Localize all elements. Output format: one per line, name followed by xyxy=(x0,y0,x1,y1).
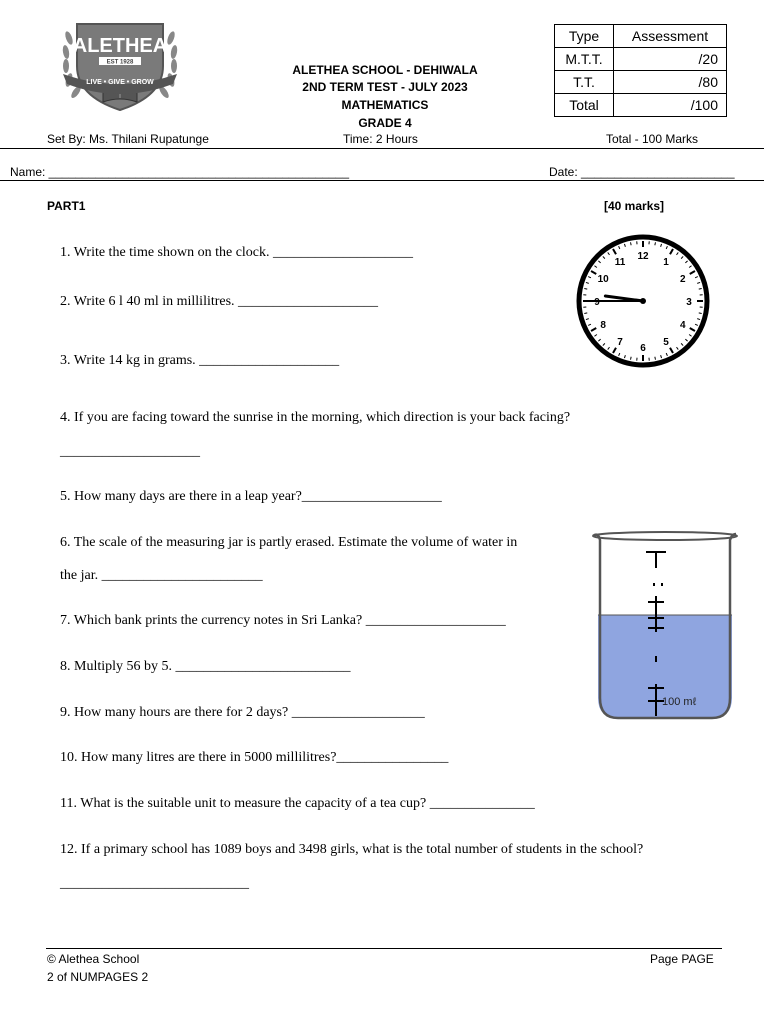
clock-number: 9 xyxy=(594,297,600,308)
clock-number: 5 xyxy=(663,336,669,348)
clock-image xyxy=(571,234,715,368)
score-row-type: Total xyxy=(555,94,614,117)
clock-tick xyxy=(584,313,587,314)
subject-name: MATHEMATICS xyxy=(341,98,429,112)
score-row xyxy=(555,71,727,94)
divider xyxy=(0,180,764,181)
clock-center xyxy=(640,298,646,304)
school-logo xyxy=(55,18,185,118)
question-8: 8. Multiply 56 by 5. _________________________ xyxy=(60,659,351,674)
question-4: 4. If you are facing toward the sunrise in the morning, which direction is your back facing? xyxy=(60,410,571,425)
clock-tick xyxy=(631,357,632,360)
total-marks: Total - 100 Marks xyxy=(606,132,699,146)
clock-tick xyxy=(699,289,702,290)
score-row-value: /100 xyxy=(614,94,727,117)
clock-tick xyxy=(631,242,632,245)
question-7: 7. Which bank prints the currency notes in Sri Lanka? ____________________ xyxy=(60,613,506,628)
logo-motto: LIVE • GIVE • GROW xyxy=(86,79,154,86)
clock-tick xyxy=(584,289,587,290)
answer-line-12[interactable]: ___________________________ xyxy=(60,876,249,891)
question-12: 12. If a primary school has 1089 boys and 3498 girls, what is the total number of students in the school? xyxy=(60,842,644,857)
part-marks: [40 marks] xyxy=(604,199,665,213)
test-name: 2ND TERM TEST - JULY 2023 xyxy=(302,80,468,94)
clock-number: 10 xyxy=(597,274,609,285)
question-11: 11. What is the suitable unit to measure the capacity of a tea cup? _______________ xyxy=(60,796,535,811)
clock-tick xyxy=(655,242,656,245)
score-row xyxy=(555,48,727,71)
score-table xyxy=(554,24,727,117)
name-field[interactable]: Name: _____________________________________________ xyxy=(10,165,349,179)
clock-tick xyxy=(655,357,656,360)
score-table-header xyxy=(555,25,727,48)
score-row-type: M.T.T. xyxy=(555,48,614,71)
score-header-assessment: Assessment xyxy=(614,25,727,48)
footer-page: Page PAGE xyxy=(650,952,714,966)
score-row-value: /80 xyxy=(614,71,727,94)
jar-label: 100 mℓ xyxy=(662,696,697,708)
answer-line-4[interactable]: ____________________ xyxy=(60,444,200,459)
score-row xyxy=(555,94,727,117)
divider xyxy=(0,148,764,149)
footer-copyright: © Alethea School xyxy=(47,952,140,966)
school-name: ALETHEA SCHOOL - DEHIWALA xyxy=(292,63,478,77)
question-10: 10. How many litres are there in 5000 millilitres?________________ xyxy=(60,750,449,765)
question-6: 6. The scale of the measuring jar is partly erased. Estimate the volume of water in xyxy=(60,535,518,550)
score-row-value: /20 xyxy=(614,48,727,71)
score-header-type: Type xyxy=(555,25,614,48)
footer-divider xyxy=(46,948,722,949)
measuring-jar-image xyxy=(590,528,740,724)
clock-number: 4 xyxy=(680,320,686,331)
clock-number: 8 xyxy=(600,320,606,331)
jar-rim xyxy=(593,532,737,540)
part-title: PART1 xyxy=(47,199,86,213)
logo-est: EST 1928 xyxy=(106,59,134,66)
clock-number: 12 xyxy=(637,251,649,262)
set-by: Set By: Ms. Thilani Rupatunge xyxy=(47,132,209,146)
score-row-type: T.T. xyxy=(555,71,614,94)
clock-number: 2 xyxy=(680,274,686,285)
logo-text: ALETHEA xyxy=(72,35,168,57)
time-allowed: Time: 2 Hours xyxy=(343,132,418,146)
question-5: 5. How many days are there in a leap year?____________________ xyxy=(60,489,442,504)
footer-page-count: 2 of NUMPAGES 2 xyxy=(47,970,149,984)
clock-number: 3 xyxy=(686,297,692,308)
question-6-cont: the jar. _______________________ xyxy=(60,568,263,583)
clock-tick xyxy=(699,313,702,314)
grade-name: GRADE 4 xyxy=(358,116,412,130)
clock-number: 1 xyxy=(663,257,669,269)
question-3: 3. Write 14 kg in grams. ____________________ xyxy=(60,353,340,368)
question-2: 2. Write 6 l 40 ml in millilitres. ____________________ xyxy=(60,294,379,309)
clock-number: 6 xyxy=(640,343,646,354)
date-field[interactable]: Date: _______________________ xyxy=(549,165,735,179)
question-9: 9. How many hours are there for 2 days? ___________________ xyxy=(60,705,425,720)
question-1: 1. Write the time shown on the clock. ____________________ xyxy=(60,245,414,260)
clock-number: 7 xyxy=(617,336,623,348)
clock-number: 11 xyxy=(614,257,626,269)
